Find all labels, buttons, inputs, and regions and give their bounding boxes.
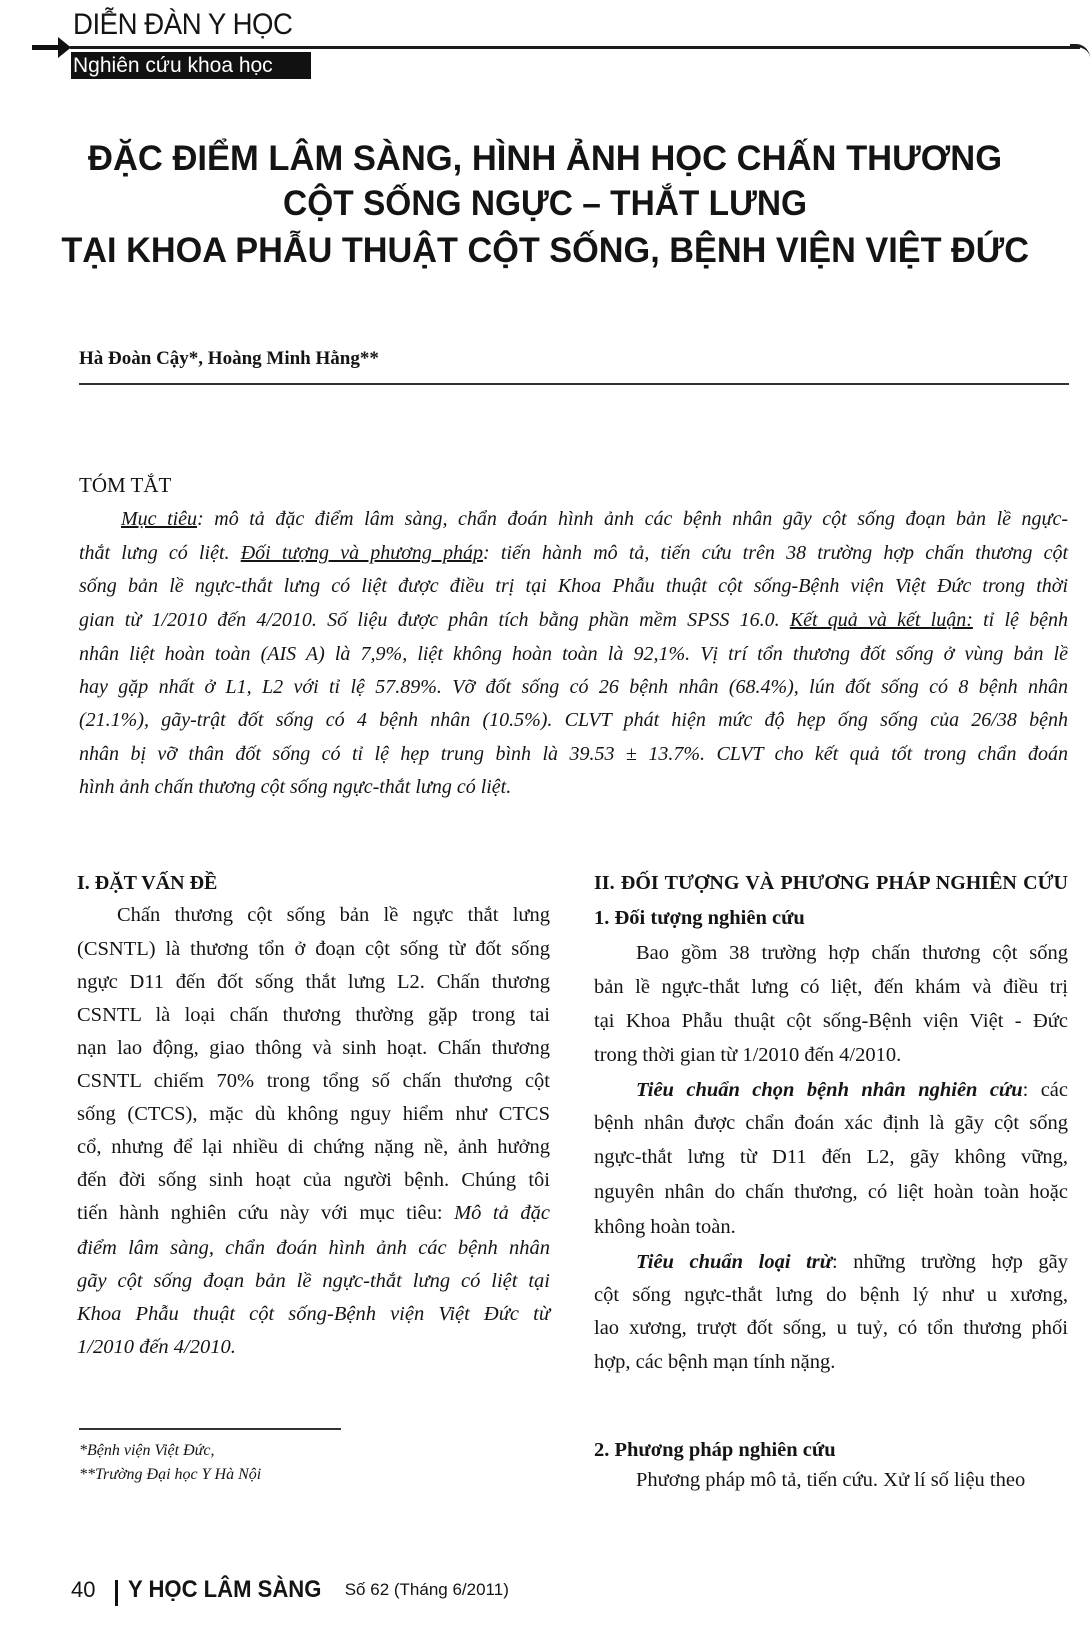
section-label: DIỄN ĐÀN Y HỌC [73, 8, 293, 41]
text-run: hình ảnh chấn thương cột sống ngực-thắt lưng có liệt. [79, 776, 512, 798]
body-line [77, 936, 550, 962]
text-run: trong thời gian từ 1/2010 đến 4/2010. [594, 1044, 902, 1066]
text-run: cổ, nhưng để lại nhiều di chứng nặng nề, ảnh hưởng [77, 1136, 550, 1158]
abstract-line [79, 774, 1068, 800]
section-heading: I. ĐẶT VẤN ĐỀ [77, 872, 218, 894]
abstract-line [79, 707, 1068, 733]
text-run: 1/2010 đến 4/2010. [77, 1336, 236, 1358]
body-line [594, 1110, 1068, 1136]
footnote-rule [79, 1428, 341, 1430]
body-line [77, 902, 550, 928]
text-run: lao xương, trượt đốt sống, u tuỷ, có tổn thương phối [594, 1317, 1068, 1339]
text-run: sống bản lề ngực-thắt lưng có liệt được điều trị tại Khoa Phẫu thuật cột sống-Bệnh viện Việt Đức trong thời [79, 575, 1068, 597]
body-line [77, 1167, 550, 1193]
text-run: thắt lưng có liệt. [79, 542, 241, 564]
text-run: Khoa Phẫu thuật cột sống-Bệnh viện Việt Đức từ [77, 1303, 550, 1325]
text-run: Chấn thương cột sống bản lề ngực thắt lưng [117, 904, 550, 926]
text-run: tỉ lệ bệnh [972, 609, 1068, 631]
text-run: ngực-thắt lưng từ D11 đến L2, gãy không vững, [594, 1146, 1068, 1168]
body-line [77, 1035, 550, 1061]
text-run: Mô tả đặc [454, 1202, 550, 1224]
underlined-label: Mục tiêu [121, 508, 198, 530]
body-line [77, 1235, 550, 1261]
body-line [594, 1042, 1068, 1068]
text-run: điểm lâm sàng, chẩn đoán hình ảnh các bệnh nhân [77, 1237, 550, 1259]
abstract-line [79, 506, 1068, 532]
text-run: đến đời sống sinh hoạt của người bệnh. Chúng tôi [77, 1169, 550, 1191]
abstract-heading: TÓM TẮT [79, 473, 172, 497]
body-line [594, 1249, 1068, 1275]
subsection-heading: 1. Đối tượng nghiên cứu [594, 907, 805, 929]
authors: Hà Đoàn Cậy*, Hoàng Minh Hằng** [79, 348, 379, 369]
issue-info: Số 62 (Tháng 6/2011) [344, 1580, 509, 1599]
text-run: CSNTL là loại chấn thương thường gặp trong tai [77, 1004, 550, 1026]
text-run: cột sống ngực-thắt lưng do bệnh lý như u xương, [594, 1284, 1068, 1306]
body-line [77, 1068, 550, 1094]
subsection-label: Nghiên cứu khoa học [71, 52, 311, 79]
title-text: ĐẶC ĐIỂM LÂM SÀNG, HÌNH ẢNH HỌC CHẤN THƯƠNG [87, 139, 1003, 178]
body-line [77, 1002, 550, 1028]
subsection-heading: 2. Phương pháp nghiên cứu [594, 1439, 836, 1461]
text-run: (CSNTL) là thương tổn ở đoạn cột sống từ đốt sống [77, 938, 550, 960]
criteria-label: Tiêu chuẩn chọn bệnh nhân nghiên cứu [636, 1079, 1023, 1101]
text-run: : những trường hợp gãy [832, 1251, 1068, 1273]
title-text: CỘT SỐNG NGỰC – THẮT LƯNG [283, 184, 807, 223]
body-line [594, 1467, 1068, 1493]
page-footer [71, 1575, 509, 1605]
body-line [77, 1101, 550, 1127]
body-line [594, 1349, 1068, 1375]
footer-divider [115, 1580, 118, 1606]
footnote: *Bệnh viện Việt Đức, [79, 1442, 215, 1459]
body-line [594, 1144, 1068, 1170]
text-run: ngực D11 đến đốt sống thắt lưng L2. Chấn thương [77, 971, 550, 993]
body-line [594, 870, 1068, 896]
body-line [77, 1268, 550, 1294]
abstract-line [79, 540, 1068, 566]
abstract-line [79, 641, 1068, 667]
body-line [77, 1200, 550, 1226]
title-line-1 [0, 139, 1090, 179]
text-run: nhân liệt hoàn toàn (AIS A) là 7,9%, liệt không hoàn toàn là 92,1%. Vị trí tổn thương đốt sống ở vùng bản lề [79, 643, 1068, 665]
body-line [594, 905, 1068, 931]
body-line [594, 1077, 1068, 1103]
body-line [594, 940, 1068, 966]
text-run: : tiến hành mô tả, tiến cứu trên 38 trường hợp chấn thương cột [483, 542, 1069, 564]
body-line [77, 1301, 550, 1327]
body-line [77, 870, 550, 896]
title-line-3 [0, 231, 1090, 271]
abstract-line [79, 674, 1068, 700]
page-number: 40 [71, 1577, 96, 1602]
body-line [77, 1334, 550, 1360]
text-run: hay gặp nhất ở L1, L2 với tỉ lệ 57.89%. Vỡ đốt sống có 26 bệnh nhân (68.4%), lún đốt sống có 8 bệnh nhân [79, 676, 1068, 698]
text-run: : mô tả đặc điểm lâm sàng, chẩn đoán hình ảnh các bệnh nhân gãy cột sống đoạn bản lề ngực- [197, 508, 1068, 530]
text-run: (21.1%), gãy-trật đốt sống có 4 bệnh nhân (10.5%). CLVT phát hiện mức độ hẹp ống sống của 26/38 bệnh [79, 709, 1068, 731]
title-line-2 [0, 184, 1090, 224]
text-run: tiến hành nghiên cứu này với mục tiêu: [77, 1202, 455, 1224]
text-run: Phương pháp mô tả, tiến cứu. Xử lí số liệu theo [636, 1469, 1026, 1491]
text-run: bệnh nhân được chẩn đoán xác định là gãy cột sống [594, 1112, 1068, 1134]
body-line [77, 1134, 550, 1160]
body-line [77, 969, 550, 995]
text-run: bản lề ngực-thắt lưng có liệt, đến khám và điều trị [594, 976, 1068, 998]
header-rule-curve [1070, 44, 1090, 61]
text-run: nạn lao động, giao thông và sinh hoạt. Chấn thương [77, 1037, 550, 1059]
text-run: : các [1022, 1079, 1069, 1101]
abstract-line [79, 607, 1068, 633]
text-run: nhân bị vỡ thân đốt sống có tỉ lệ hẹp trung bình là 39.53 ± 13.7%. CLVT cho kết quả tốt trong chẩn đoán [79, 743, 1068, 765]
text-run: Bao gồm 38 trường hợp chấn thương cột sống [636, 942, 1068, 964]
body-line [594, 1008, 1068, 1034]
text-run: hợp, các bệnh mạn tính nặng. [594, 1351, 836, 1373]
journal-name: Y HỌC LÂM SÀNG [128, 1576, 322, 1603]
footnote: **Trường Đại học Y Hà Nội [79, 1466, 262, 1483]
criteria-label: Tiêu chuẩn loại trừ [636, 1251, 833, 1273]
body-line [594, 974, 1068, 1000]
text-run: gãy cột sống đoạn bản lề ngực-thắt lưng có liệt tại [77, 1270, 550, 1292]
divider [79, 383, 1069, 385]
body-line [594, 1315, 1068, 1341]
text-run: sống (CTCS), mặc dù không nguy hiểm như CTCS [77, 1103, 550, 1125]
underlined-label: Kết quả và kết luận: [789, 609, 973, 631]
underlined-label: Đối tượng và phương pháp [240, 542, 484, 564]
text-run: gian từ 1/2010 đến 4/2010. Số liệu được phân tích bằng phần mềm SPSS 16.0. [79, 609, 790, 631]
body-line [594, 1214, 1068, 1240]
abstract-line [79, 573, 1068, 599]
body-line [594, 1282, 1068, 1308]
body-line [594, 1437, 1068, 1463]
body-line [594, 1179, 1068, 1205]
text-run: không hoàn toàn. [594, 1216, 736, 1238]
text-run: nguyên nhân do chấn thương, có liệt hoàn toàn hoặc [594, 1181, 1068, 1203]
arrow-icon [28, 36, 72, 60]
header-rule [70, 46, 1080, 49]
title-text: TẠI KHOA PHẪU THUẬT CỘT SỐNG, BỆNH VIỆN VIỆT ĐỨC [61, 231, 1029, 270]
text-run: CSNTL chiếm 70% trong tổng số chấn thương cột [77, 1070, 550, 1092]
text-run: tại Khoa Phẫu thuật cột sống-Bệnh viện Việt - Đức [594, 1010, 1068, 1032]
abstract-line [79, 741, 1068, 767]
section-heading: II. ĐỐI TƯỢNG VÀ PHƯƠNG PHÁP NGHIÊN CỨU [594, 872, 1068, 894]
